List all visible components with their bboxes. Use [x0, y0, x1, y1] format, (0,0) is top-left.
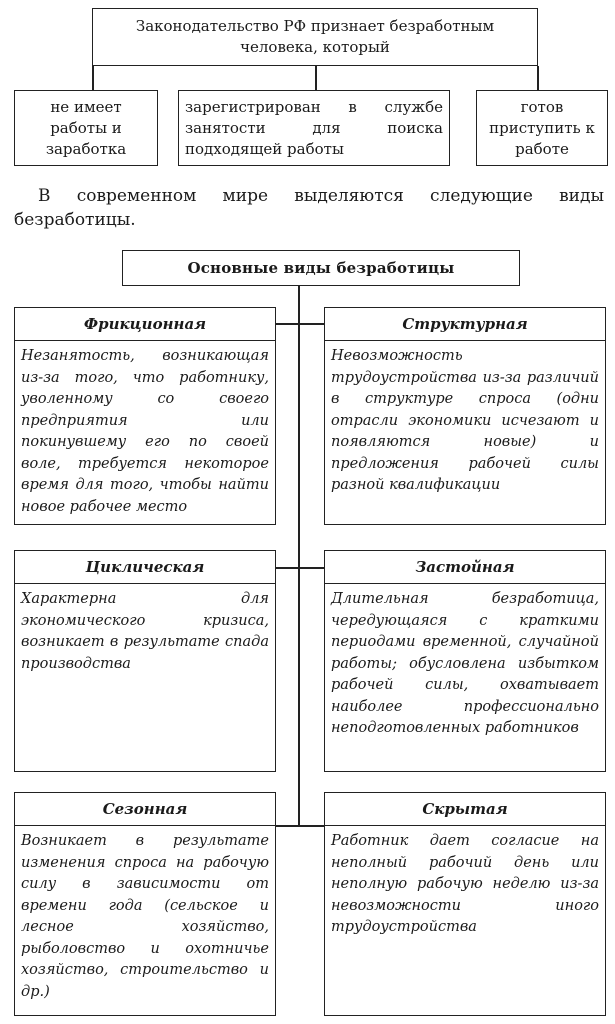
type-card-hidden — [324, 792, 606, 1016]
law-definition-text: Законодательство РФ признает безработным человека, который — [135, 17, 495, 56]
branch-line — [275, 323, 325, 325]
type-card-description: Невозможность трудоустройства из-за различий в структуре спроса (одни отрасли экономики исчезают и появляются новые) и предложения рабочей силы разной квалификации — [331, 348, 599, 493]
branch-line — [275, 825, 325, 827]
intro-paragraph: В современном мире выделяются следующие виды безработицы. — [14, 186, 604, 230]
law-definition-box — [92, 8, 538, 66]
type-card-cyclical — [14, 550, 276, 772]
connector-line — [537, 66, 539, 90]
criterion-box-no-work — [14, 90, 158, 166]
criterion-text: готов приступить к работе — [489, 97, 595, 158]
types-title: Основные виды безработицы — [187, 259, 455, 277]
central-trunk-line — [298, 286, 300, 826]
types-title-box — [122, 250, 520, 286]
criterion-box-ready — [476, 90, 608, 166]
type-card-title: Сезонная — [15, 793, 275, 826]
type-card-title: Циклическая — [15, 551, 275, 584]
type-card-stagnant — [324, 550, 606, 772]
criterion-text: зарегистрирован в службе занятости для поиска подходящей работы — [185, 97, 443, 158]
type-card-title: Скрытая — [325, 793, 605, 826]
type-card-seasonal — [14, 792, 276, 1016]
type-card-description: Работник дает согласие на неполный рабочий день или неполную рабочую неделю из-за невозможности иного трудоустройства — [331, 833, 599, 935]
criterion-text: не имеет работы и заработка — [45, 97, 127, 158]
type-card-title: Структурная — [325, 308, 605, 341]
connector-line — [92, 66, 94, 90]
type-card-title: Застойная — [325, 551, 605, 584]
type-card-structural — [324, 307, 606, 525]
branch-line — [275, 567, 325, 569]
type-card-description: Длительная безработица, чередующаяся с краткими периодами временной, случайной работы; обусловлена избытком рабочей силы, охватывает наиболее профессионально неподготовленных работников — [331, 591, 599, 736]
type-card-title: Фрикционная — [15, 308, 275, 341]
type-card-description: Характерна для экономического кризиса, возникает в результате спада производства — [21, 591, 269, 672]
type-card-description: Возникает в результате изменения спроса на рабочую силу в зависимости от времени года (сельское и лесное хозяйство, рыболовство и охотничье хозяйство, строительство и др.) — [21, 833, 269, 1000]
criterion-box-registered — [178, 90, 450, 166]
type-card-description: Незанятость, возникающая из-за того, что работнику, уволенному со своего предприятия или покинувшему его по своей воле, требуется некоторое время для того, чтобы найти новое рабочее место — [21, 348, 269, 515]
connector-line — [315, 66, 317, 90]
type-card-frictional — [14, 307, 276, 525]
